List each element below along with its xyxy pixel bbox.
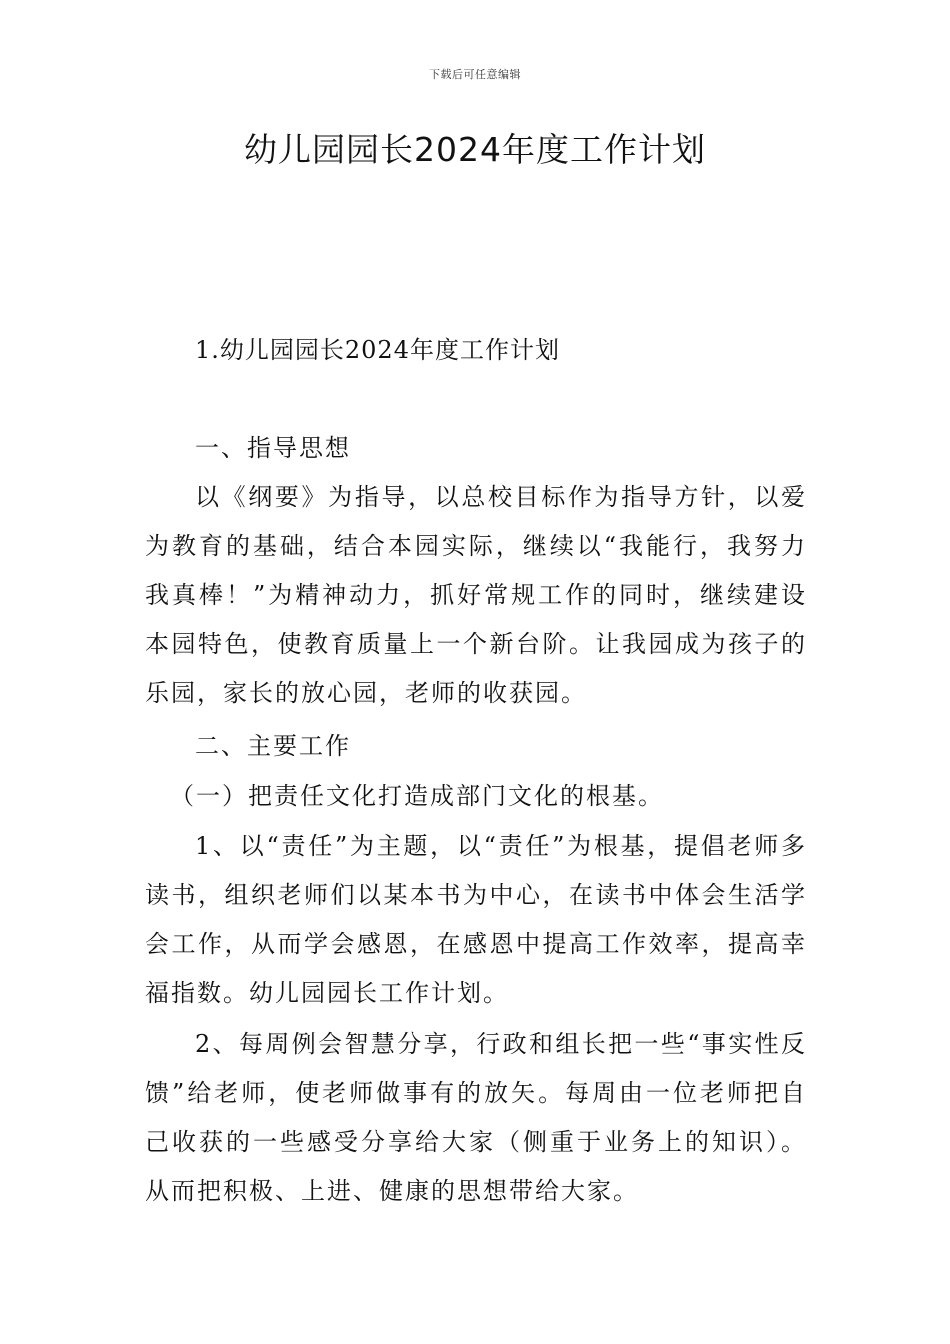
section-heading-guiding-thought: 一、指导思想	[195, 434, 351, 462]
document-title: 幼儿园园长2024年度工作计划	[244, 130, 706, 169]
sub-heading-responsibility: （一）把责任文化打造成部门文化的根基。	[170, 782, 664, 810]
section-heading-main-work: 二、主要工作	[195, 732, 351, 760]
paragraph-item-2: 2、每周例会智慧分享，行政和组长把一些“事实性反馈”给老师，使老师做事有的放矢。每周由一位老师把自己收获的一些感受分享给大家（侧重于业务上的知识）。从而把积极、上进、健康的思想带给大家。	[145, 1030, 807, 1205]
paragraph-item-1: 1、以“责任”为主题，以“责任”为根基，提倡老师多读书，组织老师们以某本书为中心，在读书中体会生活学会工作，从而学会感恩，在感恩中提高工作效率，提高幸福指数。幼儿园园长工作计划。	[145, 832, 807, 1007]
header-note: 下载后可任意编辑	[429, 68, 521, 81]
paragraph-guiding-thought: 以《纲要》为指导，以总校目标作为指导方针，以爱为教育的基础，结合本园实际，继续以“我能行，我努力我真棒！”为精神动力，抓好常规工作的同时，继续建设本园特色，使教育质量上一个新台阶。让我园成为孩子的乐园，家长的放心园，老师的收获园。	[145, 483, 807, 707]
item-heading: 1.幼儿园园长2024年度工作计划	[195, 336, 560, 364]
